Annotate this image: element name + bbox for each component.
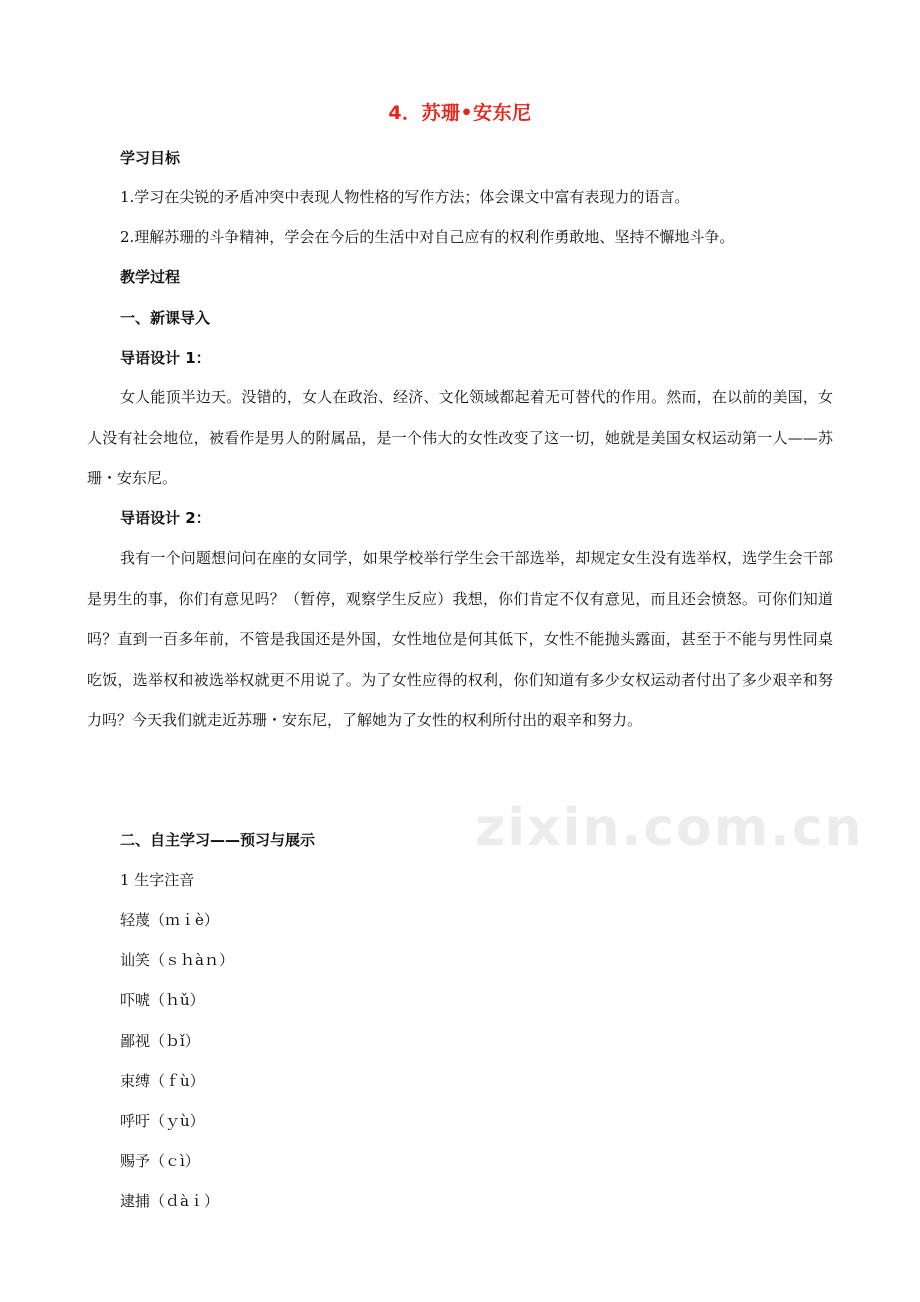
- objective-item-1: 1.学习在尖锐的矛盾冲突中表现人物性格的写作方法；体会课文中富有表现力的语言。: [120, 188, 690, 206]
- vocab-item: 吓唬（ｈǔ）: [120, 991, 205, 1009]
- objective-item-2: 2.理解苏珊的斗争精神，学会在今后的生活中对自己应有的权利作勇敢地、坚持不懈地斗争。: [120, 228, 735, 246]
- section-heading-new-lesson: 一、新课导入: [120, 309, 211, 327]
- vocab-item: 呼吁（ｙù）: [120, 1112, 205, 1130]
- intro-design-1-paragraph: 女人能顶半边天。没错的，女人在政治、经济、文化领域都起着无可替代的作用。然而，在以前的美国，女人没有社会地位，被看作是男人的附属品，是一个伟大的女性改变了这一切，她就是美国女权运动第一人——苏珊・安东尼。: [87, 388, 833, 487]
- vocab-item: 赐予（ｃì）: [120, 1152, 200, 1170]
- intro-design-2-label: 导语设计 2：: [120, 509, 211, 527]
- vocab-item: 讪笑（ｓｈàｎ）: [120, 951, 234, 969]
- watermark: zixin.com.cn: [475, 798, 864, 858]
- intro-design-1-label: 导语设计 1：: [120, 349, 211, 367]
- vocab-item: 束缚（ｆù）: [120, 1072, 205, 1090]
- section-heading-self-study: 二、自主学习——预习与展示: [120, 831, 316, 849]
- page-title: 4．苏珊•安东尼: [388, 102, 532, 124]
- vocab-heading: 1 生字注音: [120, 871, 195, 889]
- vocab-item: 轻蔑（ｍｉè）: [120, 911, 219, 929]
- objectives-heading: 学习目标: [120, 149, 181, 167]
- vocab-item: 逮捕（ｄàｉ）: [120, 1192, 219, 1210]
- intro-design-2-paragraph: 我有一个问题想问问在座的女同学，如果学校举行学生会干部选举，却规定女生没有选举权，选学生会干部是男生的事，你们有意见吗？（暂停，观察学生反应）我想，你们肯定不仅有意见，而且还会愤怒。可你们知道吗？直到一百多年前，不管是我国还是外国，女性地位是何其低下，女性不能抛头露面，甚至于不能与男性同桌吃饭，选举权和被选举权就更不用说了。为了女性应得的权利，你们知道有多少女权运动者付出了多少艰辛和努力吗？今天我们就走近苏珊・安东尼，了解她为了女性的权利所付出的艰辛和努力。: [87, 549, 833, 729]
- process-heading: 教学过程: [120, 268, 181, 286]
- vocab-item: 鄙视（ｂǐ）: [120, 1032, 200, 1050]
